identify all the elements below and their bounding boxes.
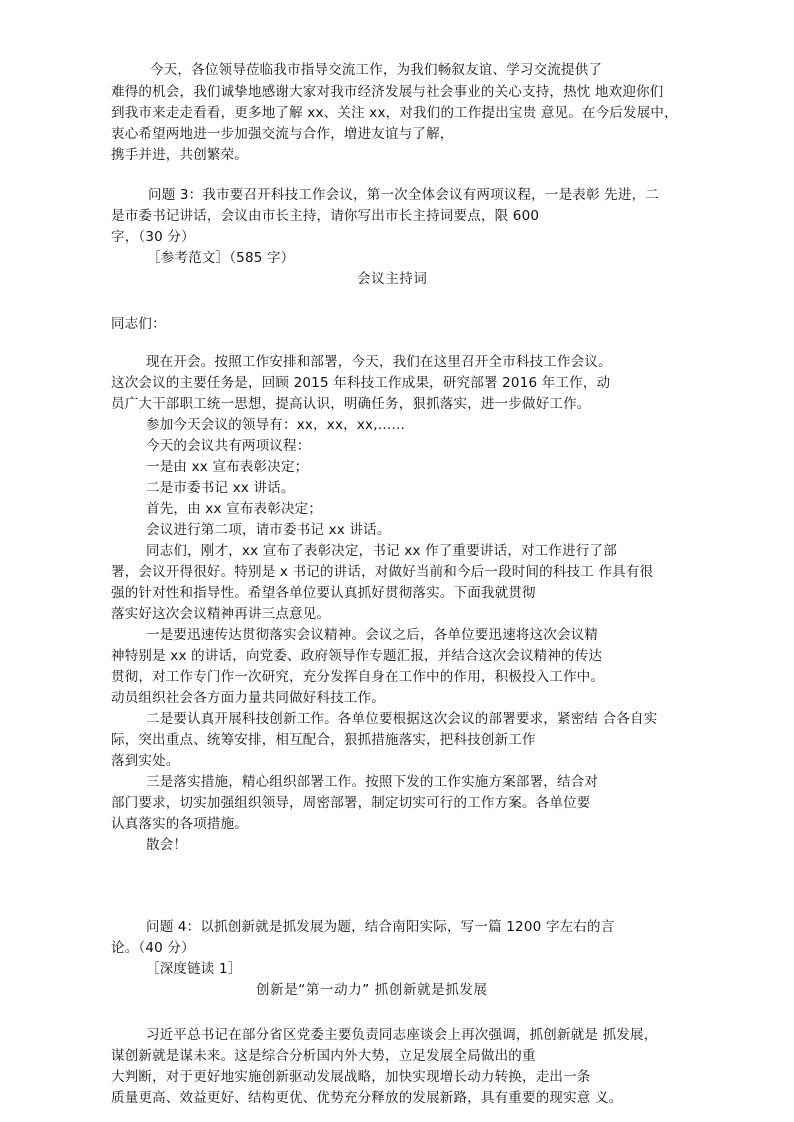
article-line: 大判断，对于更好地实施创新驱动发展战略，加快实现增长动力转换，走出一条 bbox=[111, 1069, 591, 1085]
speech-line: 首先，由 xx 宣布表彰决定； bbox=[146, 501, 323, 517]
speech-line: 署，会议开得很好。特别是 x 书记的讲话，对做好当前和今后一段时间的科技工 作具有很 bbox=[111, 564, 654, 580]
salutation: 同志们： bbox=[111, 316, 166, 332]
speech-line: 动员组织社会各方面力量共同做好科技工作。 bbox=[111, 690, 385, 706]
speech-line: 三是落实措施，精心组织部署工作。按照下发的工作实施方案部署，结合对 bbox=[146, 774, 599, 790]
article-title: 创新是“第一动力” 抓创新就是抓发展 bbox=[256, 982, 488, 998]
paragraph-line: 衷心希望两地进一步加强交流与合作，增进友谊与了解， bbox=[111, 126, 454, 142]
question-3-line: 字，（30 分） bbox=[111, 229, 195, 245]
question-4-line: 问题 4：以抓创新就是抓发展为题，结合南阳实际，写一篇 1200 字左右的言 bbox=[146, 919, 615, 935]
reference-label: ［参考范文］（585 字） bbox=[147, 250, 295, 266]
speech-line: 员广大干部职工统一思想，提高认识，明确任务，狠抓落实，进一步做好工作。 bbox=[111, 396, 591, 412]
speech-line: 认真落实的各项措施。 bbox=[111, 816, 248, 832]
speech-line: 一是由 xx 宣布表彰决定； bbox=[146, 459, 309, 475]
speech-line: 一是要迅速传达贯彻落实会议精神。会议之后，各单位要迅速将这次会议精 bbox=[146, 627, 599, 643]
paragraph-line: 到我市来走走看看，更多地了解 xx、关注 xx，对我们的工作提出宝贵 意见。在今后发展中， bbox=[111, 105, 678, 121]
speech-line: 今天的会议共有两项议程： bbox=[146, 438, 311, 454]
speech-line: 参加今天会议的领导有：xx，xx，xx,…… bbox=[146, 417, 406, 433]
speech-line: 落到实处。 bbox=[111, 753, 180, 769]
speech-line: 二是市委书记 xx 讲话。 bbox=[146, 480, 295, 496]
speech-line: 际，突出重点、统筹安排，相互配合，狠抓措施落实，把科技创新工作 bbox=[111, 732, 536, 748]
speech-line: 会议进行第二项，请市委书记 xx 讲话。 bbox=[146, 522, 391, 538]
speech-line: 二是要认真开展科技创新工作。各单位要根据这次会议的部署要求，紧密结 合各自实 bbox=[146, 711, 658, 727]
question-3-line: 问题 3：我市要召开科技工作会议，第一次全体会议有两项议程，一是表彰 先进，二 bbox=[148, 187, 659, 203]
article-line: 质量更高、效益更好、结构更优、优势充分释放的发展新路，具有重要的现实意 义。 bbox=[111, 1090, 623, 1106]
paragraph-line: 今天，各位领导莅临我市指导交流工作，为我们畅叙友谊、学习交流提供了 bbox=[150, 62, 603, 78]
speech-line: 同志们，刚才，xx 宣布了表彰决定，书记 xx 作了重要讲话，对工作进行了部 bbox=[146, 543, 617, 559]
question-4-line: 论。（40 分） bbox=[111, 940, 195, 956]
speech-line: 这次会议的主要任务是，回顾 2015 年科技工作成果，研究部署 2016 年工作，动 bbox=[111, 375, 611, 391]
article-line: 习近平总书记在部分省区党委主要负责同志座谈会上再次强调，抓创新就是 抓发展， bbox=[146, 1027, 658, 1043]
paragraph-line: 难得的机会，我们诚挚地感谢大家对我市经济发展与社会事业的关心支持，热忱 地欢迎你们 bbox=[111, 84, 664, 100]
speech-line: 贯彻，对工作专门作一次研究，充分发挥自身在工作中的作用，积极投入工作中。 bbox=[111, 669, 605, 685]
speech-line: 散会！ bbox=[146, 837, 188, 853]
speech-line: 强的针对性和指导性。希望各单位要认真抓好贯彻落实。下面我就贯彻 bbox=[111, 585, 536, 601]
speech-line: 现在开会。按照工作安排和部署，今天，我们在这里召开全市科技工作会议。 bbox=[146, 354, 612, 370]
host-speech-title: 会议主持词 bbox=[357, 271, 428, 287]
question-3-line: 是市委书记讲话，会议由市长主持，请你写出市长主持词要点，限 600 bbox=[111, 208, 540, 224]
paragraph-line: 携手并进，共创繁荣。 bbox=[111, 147, 248, 163]
speech-line: 落实好这次会议精神再讲三点意见。 bbox=[111, 606, 331, 622]
deep-reading-label: ［深度链读 1］ bbox=[146, 961, 242, 977]
speech-line: 部门要求，切实加强组织领导，周密部署，制定切实可行的工作方案。各单位要 bbox=[111, 795, 591, 811]
article-line: 谋创新就是谋未来。这是综合分析国内外大势，立足发展全局做出的重 bbox=[111, 1048, 536, 1064]
speech-line: 神特别是 xx 的讲话，向党委、政府领导作专题汇报，并结合这次会议精神的传达 bbox=[111, 648, 603, 664]
